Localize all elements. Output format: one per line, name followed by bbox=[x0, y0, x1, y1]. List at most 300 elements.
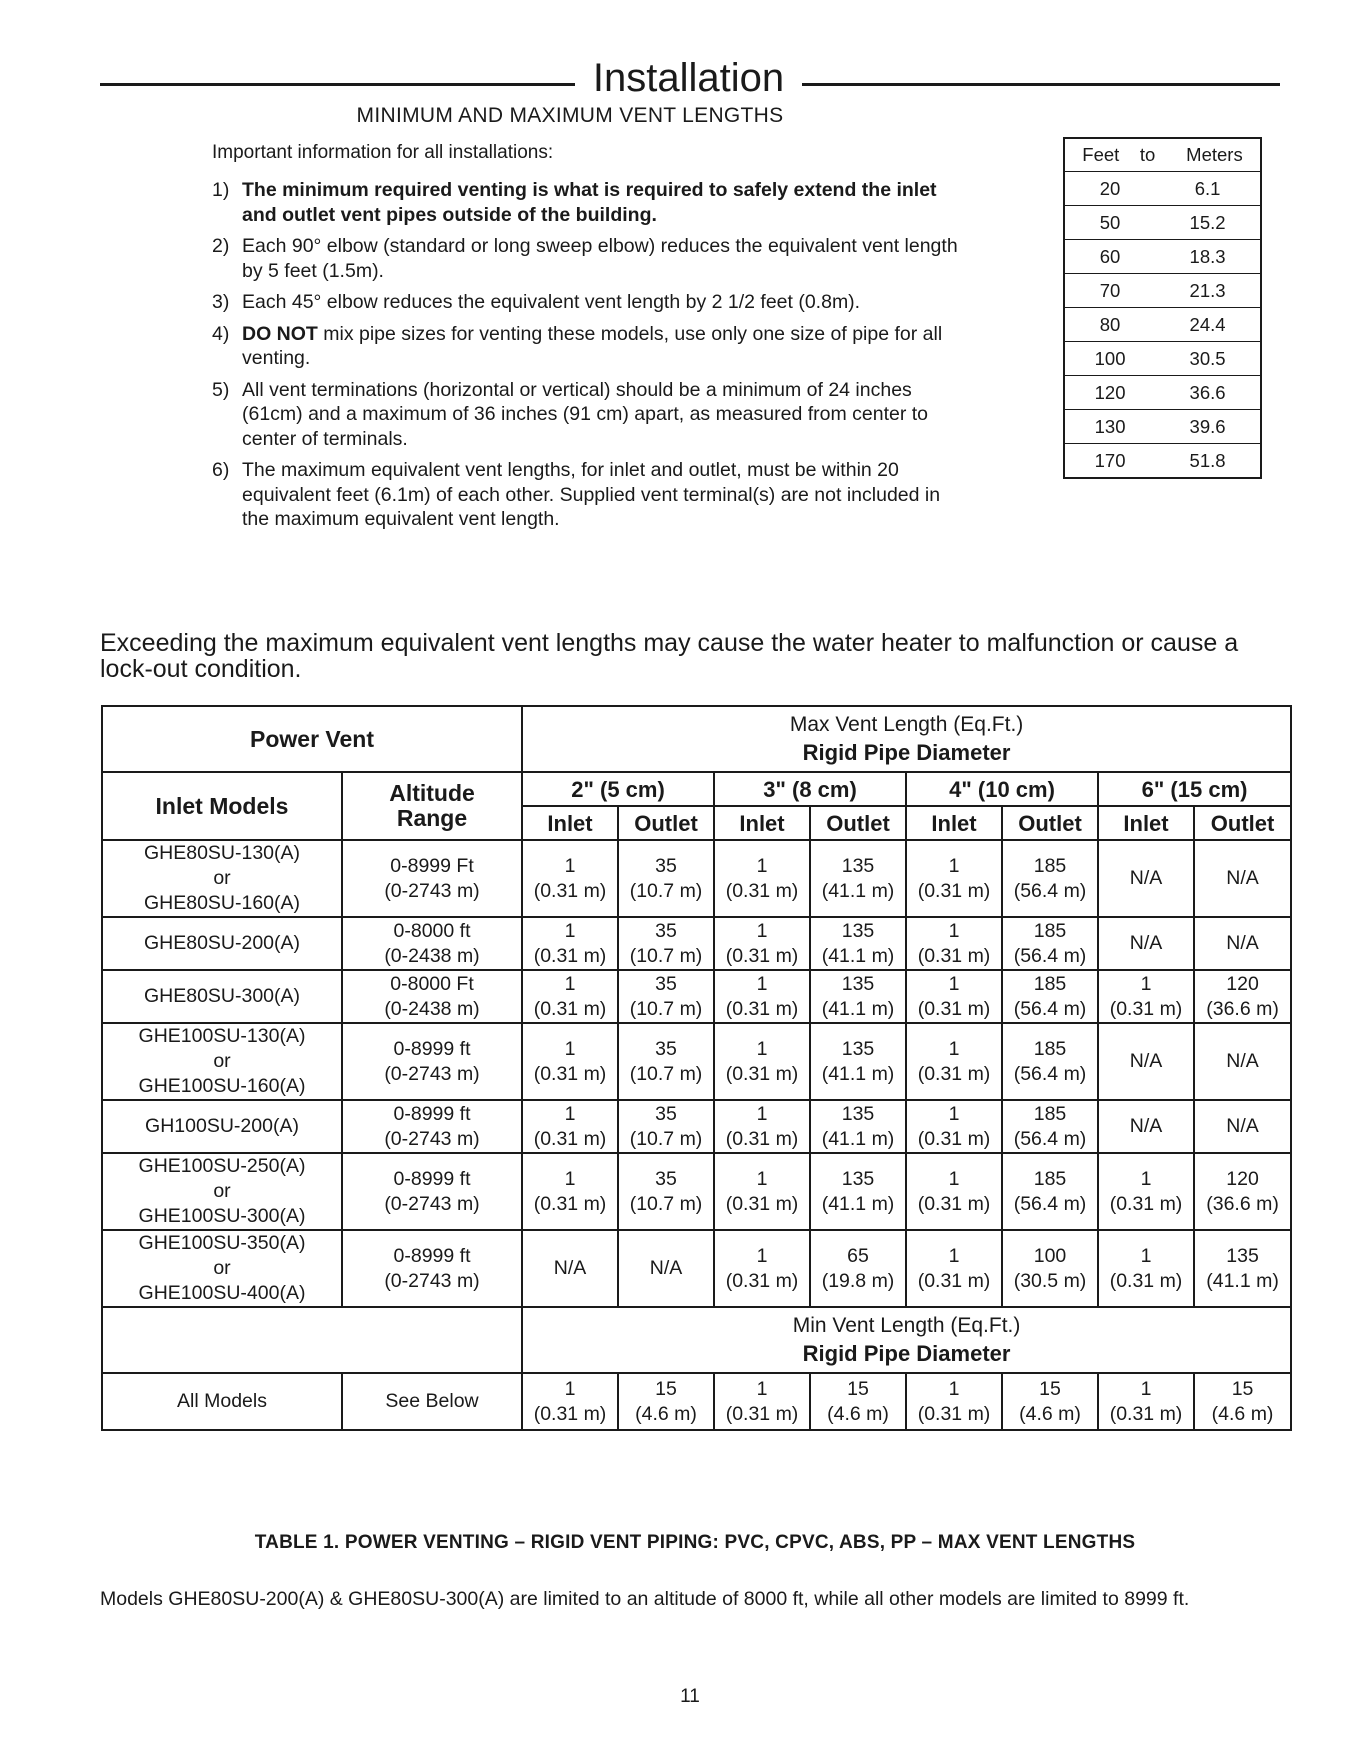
vent-value-line: (0.31 m) bbox=[917, 1192, 991, 1215]
vent-value-cell bbox=[1098, 1230, 1194, 1307]
table-row bbox=[102, 1023, 1291, 1100]
vent-value-line: 15 bbox=[1039, 1377, 1061, 1400]
note-bold: DO NOT bbox=[242, 322, 318, 345]
vent-value-cell bbox=[618, 1153, 714, 1230]
max-vent-caption bbox=[522, 706, 1291, 772]
note-number: 1) bbox=[212, 179, 230, 201]
vent-value-cell bbox=[1194, 1100, 1291, 1153]
altitude-header-line: Altitude bbox=[389, 780, 475, 806]
vent-value-cell bbox=[1194, 1153, 1291, 1230]
feet-cell: 20 bbox=[1064, 172, 1155, 206]
model-line: or bbox=[213, 1180, 231, 1202]
vent-value-line: (41.1 m) bbox=[821, 1127, 895, 1150]
altitude-line: (0-2743 m) bbox=[384, 1062, 480, 1085]
vent-value-line: N/A bbox=[1226, 867, 1259, 889]
conversion-header-meters: Meters bbox=[1186, 144, 1243, 165]
header-rule-right bbox=[802, 83, 1280, 86]
conversion-row bbox=[1064, 444, 1261, 479]
altitude-range-header bbox=[342, 772, 522, 840]
vent-value-line: 1 bbox=[948, 1377, 960, 1400]
vent-value-line: (0.31 m) bbox=[1109, 997, 1183, 1020]
model-cell: All Models bbox=[102, 1373, 342, 1430]
model-line: GHE80SU-160(A) bbox=[143, 892, 301, 914]
page-number: 11 bbox=[680, 1686, 700, 1707]
vent-value-line: 135 bbox=[841, 972, 875, 995]
vent-value-cell bbox=[522, 970, 618, 1023]
altitude-cell bbox=[342, 917, 522, 970]
vent-value-line: 1 bbox=[756, 1244, 768, 1267]
vent-value-line: 135 bbox=[841, 919, 875, 942]
inlet-header: Inlet bbox=[906, 806, 1002, 840]
altitude-line: 0-8999 ft bbox=[393, 1102, 471, 1125]
subheading: MINIMUM AND MAXIMUM VENT LENGTHS bbox=[356, 104, 784, 127]
vent-value-line: (41.1 m) bbox=[821, 997, 895, 1020]
vent-value-line: (0.31 m) bbox=[725, 1192, 799, 1215]
altitude-cell bbox=[342, 1100, 522, 1153]
vent-value-line: N/A bbox=[1129, 1050, 1163, 1072]
vent-value-cell bbox=[906, 917, 1002, 970]
vent-value-line: 35 bbox=[655, 972, 677, 995]
note-text: The maximum equivalent vent lengths, for inlet and outlet, must be within 20 equivalent feet (6.1m) of each other. Supplied vent terminal(s) are not included in the maximum equivalent vent length. bbox=[242, 459, 941, 530]
feet-cell: 170 bbox=[1064, 444, 1155, 479]
vent-value-line: (4.6 m) bbox=[1019, 1402, 1081, 1425]
altitude-line: (0-2743 m) bbox=[384, 1127, 480, 1150]
vent-value-line: 35 bbox=[655, 919, 677, 942]
vent-value-cell bbox=[906, 840, 1002, 917]
note-item bbox=[212, 234, 972, 283]
vent-value-line: 135 bbox=[841, 1167, 875, 1190]
vent-value-line: 185 bbox=[1033, 919, 1067, 942]
vent-value-cell bbox=[618, 1023, 714, 1100]
vent-value-line: (4.6 m) bbox=[1211, 1402, 1274, 1425]
vent-value-cell bbox=[618, 840, 714, 917]
altitude-cell bbox=[342, 970, 522, 1023]
vent-value-line: (0.31 m) bbox=[725, 1062, 799, 1085]
vent-value-cell bbox=[810, 840, 906, 917]
model-cell bbox=[102, 1100, 342, 1153]
vent-value-cell bbox=[714, 1373, 810, 1430]
vent-value-cell bbox=[1002, 840, 1098, 917]
vent-value-line: 1 bbox=[756, 1102, 768, 1125]
vent-value-line: 135 bbox=[841, 1102, 875, 1125]
model-line: GH100SU-200(A) bbox=[145, 1115, 299, 1137]
vent-value-cell bbox=[1002, 1023, 1098, 1100]
vent-value-line: (0.31 m) bbox=[1109, 1192, 1183, 1215]
altitude-line: 0-8999 Ft bbox=[390, 854, 474, 877]
table-row bbox=[102, 1100, 1291, 1153]
vent-value-line: (10.7 m) bbox=[629, 1127, 703, 1150]
empty-cell bbox=[102, 1307, 522, 1373]
altitude-cell bbox=[342, 1153, 522, 1230]
note-number: 3) bbox=[212, 291, 230, 313]
note-number: 5) bbox=[212, 378, 230, 401]
table-caption: TABLE 1. POWER VENTING – RIGID VENT PIPING: PVC, CPVC, ABS, PP – MAX VENT LENGTHS bbox=[254, 1532, 1136, 1553]
vent-value-cell bbox=[1098, 1100, 1194, 1153]
model-cell bbox=[102, 1230, 342, 1307]
diameter-header: 6" (15 cm) bbox=[1098, 772, 1291, 806]
vent-value-line: (0.31 m) bbox=[917, 879, 991, 902]
vent-value-line: 1 bbox=[564, 854, 576, 877]
model-line: GHE80SU-130(A) bbox=[143, 842, 301, 864]
note-text: mix pipe sizes for venting these models, use only one size of pipe for all venting. bbox=[242, 322, 943, 369]
vent-value-cell bbox=[522, 840, 618, 917]
vent-value-line: 1 bbox=[756, 854, 768, 877]
model-line: GHE100SU-160(A) bbox=[138, 1075, 306, 1097]
vent-value-cell bbox=[906, 1373, 1002, 1430]
vent-header-row bbox=[102, 706, 1291, 772]
vent-value-line: 185 bbox=[1033, 1037, 1067, 1060]
vent-value-line: (0.31 m) bbox=[917, 997, 991, 1020]
vent-value-line: (0.31 m) bbox=[1109, 1269, 1183, 1292]
conversion-header-to: to bbox=[1139, 144, 1156, 165]
vent-value-line: 135 bbox=[841, 1037, 875, 1060]
note-item bbox=[212, 178, 972, 227]
vent-value-cell bbox=[906, 1100, 1002, 1153]
vent-value-line: 1 bbox=[756, 1377, 768, 1400]
conversion-header-row bbox=[1064, 138, 1261, 172]
vent-value-line: (36.6 m) bbox=[1206, 997, 1279, 1020]
vent-value-cell bbox=[810, 1100, 906, 1153]
vent-value-cell bbox=[810, 1230, 906, 1307]
vent-value-line: N/A bbox=[1129, 1115, 1163, 1137]
vent-value-line: (41.1 m) bbox=[821, 879, 895, 902]
note-item bbox=[212, 378, 972, 452]
vent-value-line: N/A bbox=[1226, 1050, 1259, 1072]
meters-cell: 21.3 bbox=[1155, 274, 1261, 308]
vent-value-line: (0.31 m) bbox=[533, 1192, 607, 1215]
vent-value-line: N/A bbox=[1226, 932, 1259, 954]
section-title: Installation bbox=[592, 56, 785, 100]
vent-value-line: 65 bbox=[847, 1244, 869, 1267]
vent-value-cell bbox=[810, 1153, 906, 1230]
vent-value-line: (30.5 m) bbox=[1013, 1269, 1087, 1292]
inlet-models-header: Inlet Models bbox=[102, 772, 342, 840]
vent-value-line: N/A bbox=[1129, 867, 1163, 889]
vent-value-cell bbox=[906, 1230, 1002, 1307]
feet-cell: 60 bbox=[1064, 240, 1155, 274]
vent-value-line: 35 bbox=[655, 1102, 677, 1125]
vent-value-line: (0.31 m) bbox=[533, 997, 607, 1020]
vent-value-line: 185 bbox=[1033, 1167, 1067, 1190]
vent-value-line: 1 bbox=[948, 972, 960, 995]
feet-cell: 70 bbox=[1064, 274, 1155, 308]
vent-value-line: 1 bbox=[948, 854, 960, 877]
vent-value-line: (56.4 m) bbox=[1013, 1127, 1087, 1150]
vent-value-line: (0.31 m) bbox=[725, 1269, 799, 1292]
meters-cell: 30.5 bbox=[1155, 342, 1261, 376]
vent-value-line: 35 bbox=[655, 854, 677, 877]
vent-value-line: 1 bbox=[564, 1037, 576, 1060]
altitude-line: (0-2743 m) bbox=[384, 1192, 480, 1215]
table-row bbox=[102, 840, 1291, 917]
vent-value-line: (10.7 m) bbox=[629, 997, 703, 1020]
vent-value-cell bbox=[1098, 1023, 1194, 1100]
vent-value-cell bbox=[618, 917, 714, 970]
vent-value-line: 185 bbox=[1033, 1102, 1067, 1125]
model-cell bbox=[102, 1153, 342, 1230]
intro-text: Important information for all installations: bbox=[212, 142, 554, 163]
note-number: 2) bbox=[212, 235, 230, 257]
outlet-header: Outlet bbox=[1002, 806, 1098, 840]
vent-value-cell bbox=[1194, 1023, 1291, 1100]
vent-value-line: 1 bbox=[948, 1102, 960, 1125]
vent-value-cell bbox=[618, 970, 714, 1023]
vent-value-line: 185 bbox=[1033, 972, 1067, 995]
meters-cell: 18.3 bbox=[1155, 240, 1261, 274]
note-item bbox=[212, 290, 972, 315]
vent-value-line: N/A bbox=[553, 1257, 587, 1279]
note-number: 6) bbox=[212, 459, 230, 481]
vent-value-line: (0.31 m) bbox=[917, 1269, 991, 1292]
feet-meters-table bbox=[1063, 137, 1262, 479]
vent-value-cell bbox=[810, 1373, 906, 1430]
vent-value-line: (56.4 m) bbox=[1013, 879, 1087, 902]
diameter-header: 4" (10 cm) bbox=[906, 772, 1098, 806]
vent-value-line: (0.31 m) bbox=[725, 1402, 799, 1425]
table-row bbox=[102, 970, 1291, 1023]
vent-value-line: 1 bbox=[948, 1037, 960, 1060]
vent-value-line: (0.31 m) bbox=[917, 1062, 991, 1085]
vent-value-line: (41.1 m) bbox=[821, 1062, 895, 1085]
diameter-header: 3" (8 cm) bbox=[714, 772, 906, 806]
vent-value-cell bbox=[1002, 1230, 1098, 1307]
power-vent-header: Power Vent bbox=[102, 706, 522, 772]
vent-value-line: (0.31 m) bbox=[533, 879, 607, 902]
vent-value-cell bbox=[1098, 1373, 1194, 1430]
vent-value-line: 1 bbox=[564, 919, 576, 942]
vent-value-cell bbox=[1098, 917, 1194, 970]
vent-value-line: 1 bbox=[756, 919, 768, 942]
vent-value-line: 1 bbox=[948, 919, 960, 942]
model-line: GHE100SU-400(A) bbox=[138, 1282, 306, 1304]
vent-value-cell bbox=[714, 1230, 810, 1307]
vent-value-cell bbox=[1002, 1153, 1098, 1230]
vent-value-cell bbox=[1194, 840, 1291, 917]
vent-value-line: (0.31 m) bbox=[533, 944, 607, 967]
meters-cell: 39.6 bbox=[1155, 410, 1261, 444]
vent-value-line: 1 bbox=[756, 972, 768, 995]
notes-list bbox=[212, 178, 972, 539]
vent-value-cell bbox=[906, 1153, 1002, 1230]
vent-value-cell bbox=[714, 1023, 810, 1100]
table-row bbox=[102, 1373, 1291, 1430]
diameter-header: 2" (5 cm) bbox=[522, 772, 714, 806]
vent-value-line: (0.31 m) bbox=[533, 1127, 607, 1150]
vent-value-cell bbox=[522, 1100, 618, 1153]
note-text: Each 90° elbow (standard or long sweep elbow) reduces the equivalent vent length by 5 feet (1.5m). bbox=[242, 235, 958, 282]
outlet-header: Outlet bbox=[810, 806, 906, 840]
note-text: Each 45° elbow reduces the equivalent vent length by 2 1/2 feet (0.8m). bbox=[242, 291, 861, 313]
vent-value-line: 185 bbox=[1033, 854, 1067, 877]
model-line: GHE100SU-250(A) bbox=[138, 1155, 306, 1177]
vent-value-cell bbox=[714, 970, 810, 1023]
vent-value-line: (41.1 m) bbox=[821, 944, 895, 967]
section-header bbox=[100, 50, 1280, 112]
inlet-header: Inlet bbox=[714, 806, 810, 840]
vent-value-cell bbox=[1194, 1230, 1291, 1307]
vent-value-cell bbox=[714, 840, 810, 917]
vent-value-cell bbox=[714, 1100, 810, 1153]
model-line: or bbox=[213, 867, 231, 889]
note-item bbox=[212, 322, 972, 371]
inlet-header: Inlet bbox=[522, 806, 618, 840]
vent-value-line: 15 bbox=[1231, 1377, 1254, 1400]
vent-value-line: (10.7 m) bbox=[629, 1062, 703, 1085]
vent-value-line: 15 bbox=[655, 1377, 677, 1400]
vent-value-cell bbox=[810, 917, 906, 970]
vent-value-line: 15 bbox=[847, 1377, 869, 1400]
vent-value-line: (0.31 m) bbox=[1109, 1402, 1183, 1425]
vent-value-line: 1 bbox=[564, 1102, 576, 1125]
vent-value-cell bbox=[1002, 1373, 1098, 1430]
vent-value-line: 35 bbox=[655, 1037, 677, 1060]
feet-cell: 130 bbox=[1064, 410, 1155, 444]
vent-value-line: (56.4 m) bbox=[1013, 1192, 1087, 1215]
vent-value-line: N/A bbox=[649, 1257, 683, 1279]
model-cell bbox=[102, 970, 342, 1023]
min-vent-caption bbox=[522, 1307, 1291, 1373]
vent-value-line: (0.31 m) bbox=[533, 1062, 607, 1085]
model-line: GHE100SU-130(A) bbox=[138, 1025, 306, 1047]
vent-value-cell bbox=[714, 1153, 810, 1230]
model-line: or bbox=[213, 1050, 231, 1072]
rigid-pipe-caption: Rigid Pipe Diameter bbox=[802, 1340, 1011, 1366]
altitude-line: (0-2438 m) bbox=[384, 997, 480, 1020]
min-caption-row bbox=[102, 1307, 1291, 1373]
model-line: or bbox=[213, 1257, 231, 1279]
meters-cell: 15.2 bbox=[1155, 206, 1261, 240]
altitude-line: 0-8000 ft bbox=[393, 919, 471, 942]
altitude-line: 0-8999 ft bbox=[393, 1167, 471, 1190]
vent-header-row bbox=[102, 772, 1291, 806]
vent-value-line: (0.31 m) bbox=[533, 1402, 607, 1425]
conversion-header-feet: Feet bbox=[1082, 144, 1120, 165]
conversion-row bbox=[1064, 172, 1261, 206]
altitude-line: (0-2743 m) bbox=[384, 1269, 480, 1292]
altitude-cell bbox=[342, 1230, 522, 1307]
vent-value-cell bbox=[1098, 970, 1194, 1023]
vent-value-line: 1 bbox=[564, 1377, 576, 1400]
meters-cell: 6.1 bbox=[1155, 172, 1261, 206]
model-cell bbox=[102, 840, 342, 917]
altitude-line: 0-8999 ft bbox=[393, 1244, 471, 1267]
vent-value-cell bbox=[1098, 840, 1194, 917]
vent-value-line: (0.31 m) bbox=[725, 1127, 799, 1150]
vent-table-body bbox=[102, 706, 1291, 1430]
vent-value-cell bbox=[522, 1373, 618, 1430]
warning-text: Exceeding the maximum equivalent vent lengths may cause the water heater to malfunction or cause a lock-out condition. bbox=[100, 629, 1239, 683]
footnote: Models GHE80SU-200(A) & GHE80SU-300(A) are limited to an altitude of 8000 ft, while all other models are limited to 8999 ft. bbox=[100, 1588, 1190, 1610]
model-line: GHE100SU-350(A) bbox=[138, 1232, 306, 1254]
vent-value-line: 100 bbox=[1033, 1244, 1067, 1267]
altitude-line: 0-8000 Ft bbox=[390, 972, 474, 995]
vent-value-cell bbox=[522, 917, 618, 970]
conversion-row bbox=[1064, 342, 1261, 376]
vent-value-cell bbox=[810, 1023, 906, 1100]
vent-value-line: (4.6 m) bbox=[827, 1402, 889, 1425]
meters-cell: 51.8 bbox=[1155, 444, 1261, 479]
max-vent-caption-line: Max Vent Length (Eq.Ft.) bbox=[789, 712, 1024, 736]
table-row bbox=[102, 917, 1291, 970]
outlet-header: Outlet bbox=[1194, 806, 1291, 840]
note-text: All vent terminations (horizontal or vertical) should be a minimum of 24 inches (61cm) and a maximum of 36 inches (91 cm) apart, as measured from center to center of terminals. bbox=[242, 378, 929, 450]
vent-value-cell bbox=[906, 970, 1002, 1023]
vent-value-line: 135 bbox=[1226, 1244, 1259, 1267]
vent-value-cell bbox=[522, 1230, 618, 1307]
table-row bbox=[102, 1230, 1291, 1307]
altitude-line: 0-8999 ft bbox=[393, 1037, 471, 1060]
vent-value-line: 1 bbox=[1140, 1377, 1152, 1400]
min-vent-caption-line: Min Vent Length (Eq.Ft.) bbox=[792, 1313, 1021, 1337]
vent-value-line: (56.4 m) bbox=[1013, 944, 1087, 967]
vent-value-line: 1 bbox=[1140, 1167, 1152, 1190]
conversion-body bbox=[1064, 172, 1261, 479]
vent-value-line: N/A bbox=[1129, 932, 1163, 954]
note-number: 4) bbox=[212, 322, 230, 345]
vent-value-cell bbox=[522, 1153, 618, 1230]
vent-value-cell bbox=[1002, 970, 1098, 1023]
vent-value-cell bbox=[906, 1023, 1002, 1100]
altitude-line: (0-2743 m) bbox=[384, 879, 480, 902]
vent-length-table bbox=[101, 705, 1292, 1431]
conversion-row bbox=[1064, 308, 1261, 342]
vent-value-cell bbox=[618, 1373, 714, 1430]
vent-value-line: N/A bbox=[1226, 1115, 1259, 1137]
vent-value-line: 135 bbox=[841, 854, 875, 877]
vent-value-line: 1 bbox=[1140, 1244, 1152, 1267]
conversion-row bbox=[1064, 240, 1261, 274]
vent-value-line: (0.31 m) bbox=[917, 1402, 991, 1425]
rigid-pipe-caption: Rigid Pipe Diameter bbox=[802, 739, 1011, 765]
vent-value-line: 1 bbox=[948, 1167, 960, 1190]
vent-value-line: (0.31 m) bbox=[725, 997, 799, 1020]
model-cell bbox=[102, 917, 342, 970]
conversion-row bbox=[1064, 274, 1261, 308]
model-line: GHE80SU-300(A) bbox=[143, 985, 301, 1007]
vent-value-line: (10.7 m) bbox=[629, 879, 703, 902]
vent-value-line: (56.4 m) bbox=[1013, 997, 1087, 1020]
altitude-line: (0-2438 m) bbox=[384, 944, 480, 967]
feet-cell: 50 bbox=[1064, 206, 1155, 240]
vent-value-cell bbox=[522, 1023, 618, 1100]
vent-value-line: (36.6 m) bbox=[1206, 1192, 1279, 1215]
vent-value-line: 120 bbox=[1226, 1167, 1259, 1190]
vent-value-line: 1 bbox=[564, 1167, 576, 1190]
note-bold: The minimum required venting is what is required to safely extend the inlet and outlet vent pipes outside of the building. bbox=[242, 179, 937, 226]
vent-value-line: 1 bbox=[1140, 972, 1152, 995]
feet-cell: 100 bbox=[1064, 342, 1155, 376]
conversion-row bbox=[1064, 376, 1261, 410]
range-header-line: Range bbox=[396, 805, 468, 831]
note-item bbox=[212, 458, 972, 532]
conversion-header bbox=[1064, 138, 1261, 172]
feet-cell: 120 bbox=[1064, 376, 1155, 410]
model-line: GHE80SU-200(A) bbox=[143, 932, 301, 954]
table-row bbox=[102, 1153, 1291, 1230]
vent-value-cell bbox=[1194, 1373, 1291, 1430]
meters-cell: 24.4 bbox=[1155, 308, 1261, 342]
vent-value-line: (0.31 m) bbox=[725, 944, 799, 967]
altitude-cell: See Below bbox=[342, 1373, 522, 1430]
vent-value-line: 120 bbox=[1226, 972, 1259, 995]
vent-value-line: (10.7 m) bbox=[629, 944, 703, 967]
vent-value-line: 1 bbox=[564, 972, 576, 995]
vent-value-cell bbox=[1002, 1100, 1098, 1153]
altitude-cell bbox=[342, 1023, 522, 1100]
feet-cell: 80 bbox=[1064, 308, 1155, 342]
vent-value-cell bbox=[714, 917, 810, 970]
vent-value-line: 1 bbox=[948, 1244, 960, 1267]
